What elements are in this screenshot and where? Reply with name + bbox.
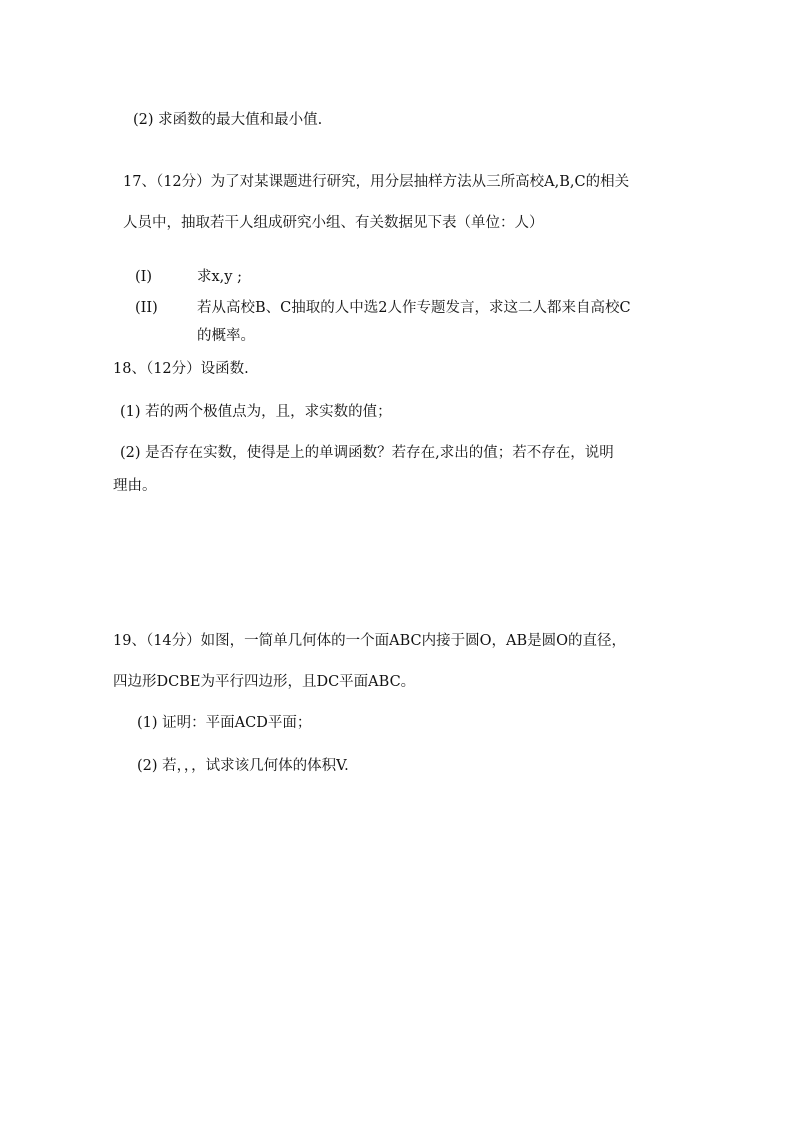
question-17-part-1-marker: (I) [135,269,153,285]
question-17-part-1-text: 求x,y ; [197,269,242,285]
question-19-part-1: (1) 证明：平面ACD平面； [137,715,312,731]
question-19-line-1: 19、（14分）如图，一简单几何体的一个面ABC内接于圆O，AB是圆O的直径， [113,633,627,649]
question-17-line-2: 人员中，抽取若干人组成研究小组、有关数据见下表（单位：人） [123,215,544,231]
question-18-part-1: (1) 若的两个极值点为，且，求实数的值； [120,404,392,420]
question-19-part-2: (2) 若，，，试求该几何体的体积V. [137,758,349,774]
question-16-part-2: (2) 求函数的最大值和最小值. [133,112,323,128]
question-18-part-2-line-2: 理由。 [113,478,157,494]
question-19-line-2: 四边形DCBE为平行四边形，且DC平面ABC。 [113,674,416,690]
question-18-line-1: 18、（12分）设函数. [113,361,249,377]
question-18-part-2-line-1: (2) 是否存在实数，使得是上的单调函数？若存在,求出的值；若不存在，说明 [120,445,614,461]
question-17-part-2-marker: (II) [135,300,158,316]
question-17-part-2-text-line-2: 的概率。 [197,328,255,344]
question-17-line-1: 17、（12分）为了对某课题进行研究，用分层抽样方法从三所高校A,B,C的相关 [123,174,630,190]
question-17-part-2-text-line-1: 若从高校B、C抽取的人中选2人作专题发言，求这二人都来自高校C [197,300,631,316]
